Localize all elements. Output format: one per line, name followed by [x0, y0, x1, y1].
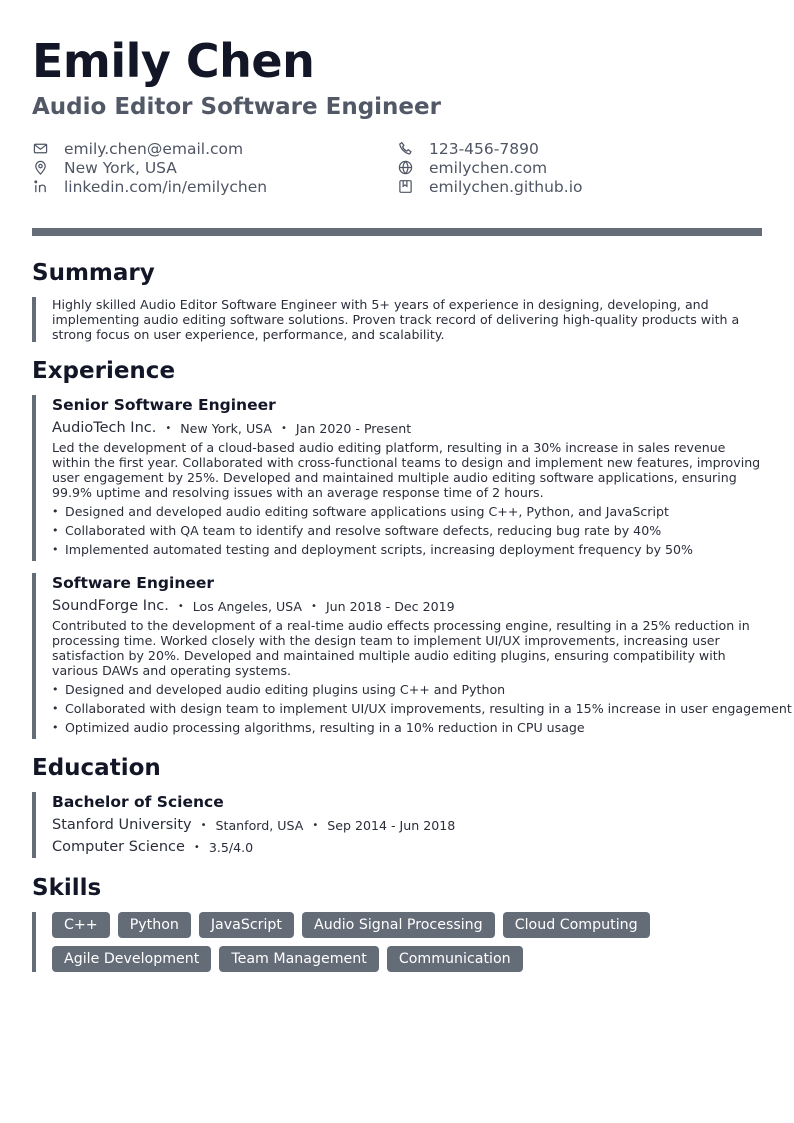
field-of-study: Computer Science	[52, 839, 185, 855]
job-location: New York, USA	[180, 420, 273, 436]
job-description: Led the development of a cloud-based audio editing platform, resulting in a 30% increase in sales revenue within the first year. Collaborated with cross-functional teams to design and implement new features, improving user engagement by 25%. Developed and maintained multiple audio editing software applications, ensuring 99.9% uptime and resolving issues with an average response time of 2 hours.	[52, 440, 761, 500]
school-location: Stanford, USA	[215, 817, 304, 833]
separator-dot: •	[281, 422, 287, 434]
contact-column-right	[397, 139, 582, 196]
job-dates: Jan 2020 - Present	[295, 420, 412, 436]
separator-dot: •	[165, 422, 172, 434]
skill-tag: Communication	[387, 946, 523, 972]
candidate-title: Audio Editor Software Engineer	[32, 94, 441, 120]
education-dates: Sep 2014 - Jun 2018	[327, 817, 456, 833]
school-name: Stanford University	[52, 817, 192, 833]
contact-location	[32, 158, 267, 177]
skill-tag: Audio Signal Processing	[302, 912, 495, 938]
contact-github-text: emilychen.github.io	[429, 177, 583, 196]
list-item: • Designed and developed audio editing software applications using C++, Python, and JavaScript	[52, 502, 762, 521]
job-dates: Jun 2018 - Dec 2019	[325, 598, 455, 614]
candidate-name: Emily Chen	[32, 34, 315, 88]
job-location: Los Angeles, USA	[192, 598, 303, 614]
github-icon	[397, 179, 413, 195]
degree: Bachelor of Science	[52, 793, 224, 811]
company-name: AudioTech Inc.	[52, 420, 157, 436]
list-item: • Optimized audio processing algorithms, resulting in a 10% reduction in CPU usage	[52, 718, 762, 737]
contact-column-left	[32, 139, 267, 196]
education-entry	[32, 792, 762, 858]
globe-icon	[397, 160, 413, 176]
skills-list	[52, 912, 766, 972]
skill-tag: Python	[118, 912, 191, 938]
experience-entry	[32, 573, 792, 739]
skill-tag: JavaScript	[199, 912, 294, 938]
list-item: • Designed and developed audio editing plugins using C++ and Python	[52, 680, 762, 699]
contact-phone[interactable]	[397, 139, 582, 158]
skills-block	[32, 912, 762, 972]
list-item: • Collaborated with design team to implement UI/UX improvements, resulting in a 15% increase in user engagement	[52, 699, 762, 718]
skills-heading: Skills	[32, 875, 102, 901]
education-meta	[52, 814, 762, 836]
list-item: • Collaborated with QA team to identify and resolve software defects, reducing bug rate by 40%	[52, 521, 762, 540]
separator-dot: •	[200, 819, 207, 831]
contact-linkedin[interactable]	[32, 177, 267, 196]
skill-tag: Cloud Computing	[503, 912, 650, 938]
contact-website[interactable]	[397, 158, 582, 177]
job-description: Contributed to the development of a real-time audio effects processing engine, resulting in a 25% reduction in processing time. Worked closely with the design team to implement UI/UX improvements, increasing user satisfaction by 20%. Developed and maintained multiple audio editing plugins, ensuring compatibility with various DAWs and operating systems.	[52, 618, 750, 678]
contact-github[interactable]	[397, 177, 582, 196]
company-name: SoundForge Inc.	[52, 598, 169, 614]
job-title: Senior Software Engineer	[52, 396, 276, 414]
header-divider	[32, 228, 762, 236]
mail-icon	[32, 141, 48, 157]
experience-heading: Experience	[32, 358, 176, 384]
contact-email-text: emily.chen@email.com	[64, 139, 244, 158]
separator-dot: •	[177, 600, 184, 612]
education-heading: Education	[32, 755, 161, 781]
contact-email[interactable]	[32, 139, 267, 158]
linkedin-icon	[32, 179, 48, 195]
skill-tag: C++	[52, 912, 110, 938]
contact-phone-text: 123-456-7890	[429, 139, 539, 158]
skill-tag: Team Management	[219, 946, 378, 972]
experience-entry	[32, 395, 762, 561]
job-title: Software Engineer	[52, 574, 215, 592]
gpa: 3.5/4.0	[208, 839, 254, 855]
separator-dot: •	[311, 600, 317, 612]
contact-linkedin-text: linkedin.com/in/emilychen	[64, 177, 268, 196]
map-pin-icon	[32, 160, 48, 176]
education-field-row	[52, 836, 762, 858]
job-bullets	[52, 502, 762, 559]
skill-tag: Agile Development	[52, 946, 211, 972]
job-meta	[52, 417, 762, 439]
summary-heading: Summary	[32, 260, 155, 286]
job-meta	[52, 595, 762, 617]
phone-icon	[397, 141, 413, 157]
separator-dot: •	[312, 819, 319, 831]
contact-website-text: emilychen.com	[429, 158, 548, 177]
separator-dot: •	[193, 841, 200, 853]
contact-location-text: New York, USA	[64, 158, 177, 177]
job-bullets	[52, 680, 792, 737]
list-item: • Implemented automated testing and deployment scripts, increasing deployment frequency by 50%	[52, 540, 762, 559]
summary-text: Highly skilled Audio Editor Software Engineer with 5+ years of experience in designing, developing, and implementing audio editing software solutions. Proven track record of delivering high-quality products with a strong focus on user experience, performance, and scalability.	[52, 297, 740, 342]
summary-block	[32, 297, 762, 342]
